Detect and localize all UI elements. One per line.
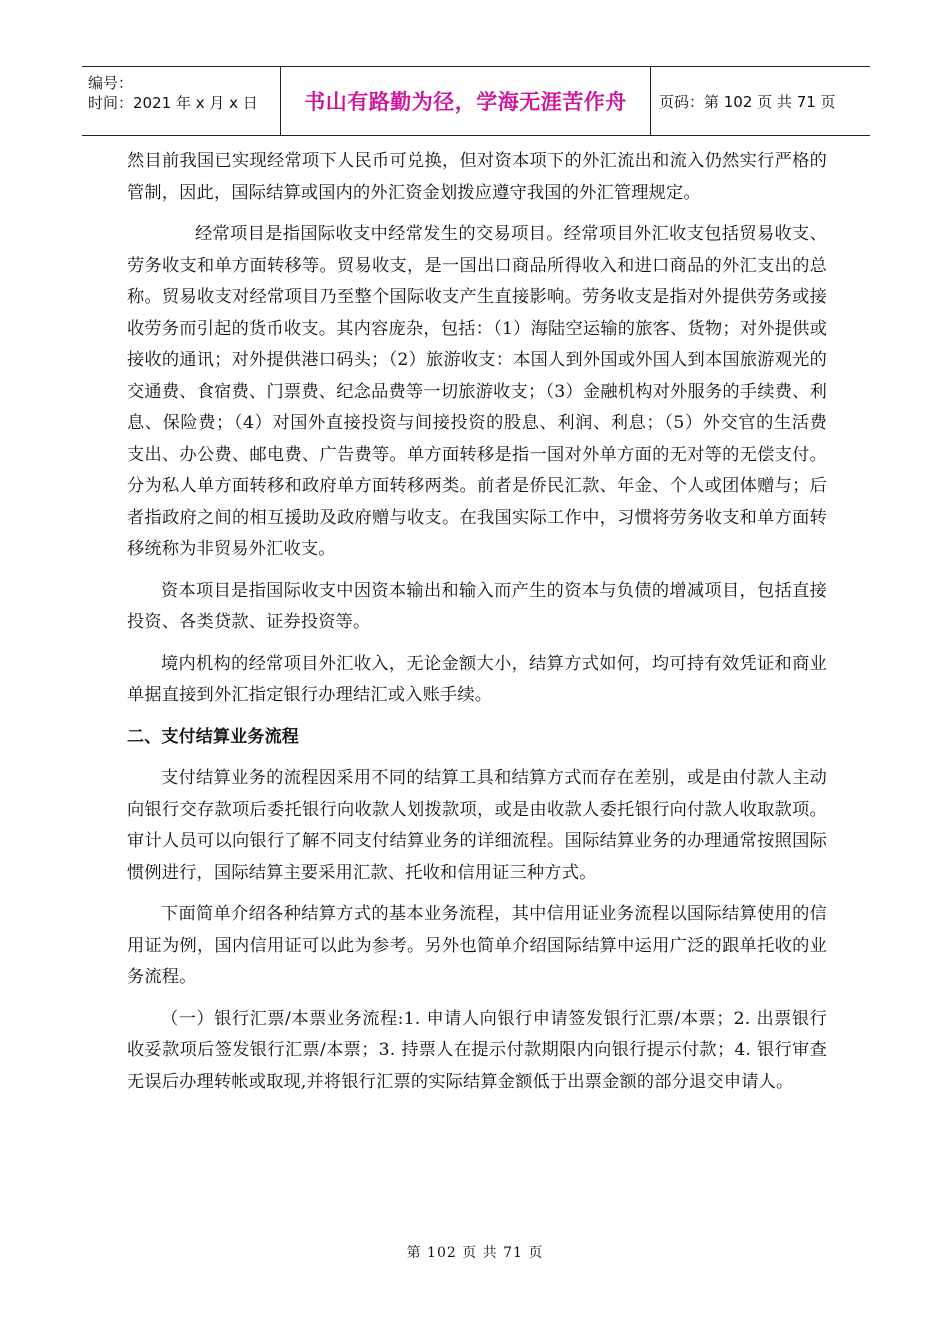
paragraph-1: 然目前我国已实现经常项下人民币可兑换，但对资本项下的外汇流出和流入仍然实行严格的管制，因此，国际结算或国内的外汇资金划拨应遵守我国的外汇管理规定。 xyxy=(127,151,827,203)
page-footer: 第 102 页 共 71 页 xyxy=(406,1245,544,1261)
document-header xyxy=(82,66,870,136)
paragraph-7: （一）银行汇票/本票业务流程:1. 申请人向银行申请签发银行汇票/本票；2. 出票银行收妥款项后签发银行汇票/本票；3. 持票人在提示付款期限内向银行提示付款；4. 银行审查无误后办理转帐或取现,并将银行汇票的实际结算金额低于出票金额的部分退交申请人。 xyxy=(127,1008,827,1092)
date-label: 时间：2021 年 x 月 x 日 xyxy=(88,94,258,112)
paragraph-4: 境内机构的经常项目外汇收入，无论金额大小，结算方式如何，均可持有效凭证和商业单据直接到外汇指定银行办理结汇或入账手续。 xyxy=(127,653,827,705)
document-body xyxy=(127,146,827,1108)
header-page-label: 页码：第 102 页 共 71 页 xyxy=(659,92,836,111)
header-meta xyxy=(82,67,281,135)
paragraph-5: 支付结算业务的流程因采用不同的结算工具和结算方式而存在差别，或是由付款人主动向银行交存款项后委托银行向收款人划拨款项，或是由收款人委托银行向付款人收取款项。审计人员可以向银行了解不同支付结算业务的详细流程。国际结算业务的办理通常按照国际惯例进行，国际结算主要采用汇款、托收和信用证三种方式。 xyxy=(127,768,827,883)
paragraph-2: 经常项目是指国际收支中经常发生的交易项目。经常项目外汇收支包括贸易收支、劳务收支和单方面转移等。贸易收支，是一国出口商品所得收入和进口商品的外汇支出的总称。贸易收支对经常项目乃至整个国际收支产生直接影响。劳务收支是指对外提供劳务或接收劳务而引起的货币收支。其内容庞杂，包括：（1）海陆空运输的旅客、货物；对外提供或接收的通讯；对外提供港口码头；（2）旅游收支：本国人到外国或外国人到本国旅游观光的交通费、食宿费、门票费、纪念品费等一切旅游收支；（3）金融机构对外服务的手续费、利息、保险费；（4）对国外直接投资与间接投资的股息、利润、利息；（5）外交官的生活费支出、办公费、邮电费、广告费等。单方面转移是指一国对外单方面的无对等的无偿支付。分为私人单方面转移和政府单方面转移两类。前者是侨民汇款、年金、个人或团体赠与；后者指政府之间的相互援助及政府赠与收支。在我国实际工作中，习惯将劳务收支和单方面转移统称为非贸易外汇收支。 xyxy=(127,224,827,559)
section-heading: 二、支付结算业务流程 xyxy=(127,726,299,747)
paragraph-3: 资本项目是指国际收支中因资本输出和输入而产生的资本与负债的增减项目，包括直接投资、各类贷款、证券投资等。 xyxy=(127,580,827,632)
number-label: 编号： xyxy=(88,74,134,92)
header-motto: 书山有路勤为径，学海无涯苦作舟 xyxy=(281,67,651,135)
paragraph-6: 下面简单介绍各种结算方式的基本业务流程，其中信用证业务流程以国际结算使用的信用证为例，国内信用证可以此为参考。另外也简单介绍国际结算中运用广泛的跟单托收的业务流程。 xyxy=(127,904,827,987)
